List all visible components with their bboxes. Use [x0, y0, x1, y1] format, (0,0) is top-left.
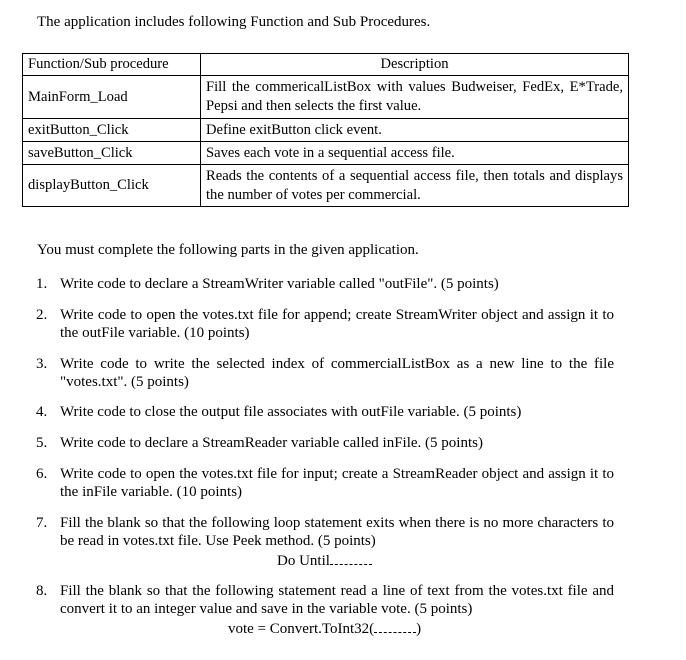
code-text: Do Until: [277, 553, 330, 569]
question-text: Write code to declare a StreamWriter variable called "outFile". (5 points): [60, 276, 499, 292]
intro-text: The application includes following Function and Sub Procedures.: [37, 14, 431, 30]
table-header-row: [23, 54, 629, 76]
question-number: 8.: [36, 583, 48, 599]
question-number: 2.: [36, 307, 48, 323]
procedure-name: displayButton_Click: [23, 165, 201, 207]
question-text: Write code to close the output file associates with outFile variable. (5 points): [60, 404, 522, 420]
table-row: [23, 165, 629, 207]
question-number: 6.: [36, 466, 48, 482]
code-text: vote = Convert.ToInt32(: [228, 621, 375, 637]
instructions-text: You must complete the following parts in the given application.: [37, 242, 419, 258]
question-number: 5.: [36, 435, 48, 451]
question-text: Write code to open the votes.txt file for append; create StreamWriter object and assign it to the outFile variable. (10 points): [60, 307, 614, 341]
question-number: 1.: [36, 276, 48, 292]
procedures-table: [22, 53, 629, 207]
table-row: [23, 76, 629, 119]
question-number: 4.: [36, 404, 48, 420]
code-line: [277, 552, 372, 571]
question-text: Fill the blank so that the following loop statement exits when there is no more characters to be read in votes.txt file. Use Peek method. (5 points): [60, 515, 614, 549]
header-function: Function/Sub procedure: [23, 54, 201, 76]
question-text: Write code to declare a StreamReader variable called inFile. (5 points): [60, 435, 483, 451]
question-text: Write code to write the selected index of commercialListBox as a new line to the file "votes.txt". (5 points): [60, 356, 614, 390]
procedure-name: MainForm_Load: [23, 76, 201, 119]
question-number: 7.: [36, 515, 48, 531]
question-number: 3.: [36, 356, 48, 372]
answer-blank: [330, 552, 372, 565]
procedure-description: Fill the commericalListBox with values Budweiser, FedEx, E*Trade, Pepsi and then selects the first value.: [201, 76, 629, 119]
code-text-end: ): [416, 621, 422, 637]
answer-blank: [374, 620, 416, 633]
question-text: Write code to open the votes.txt file for input; create a StreamReader object and assign it to the inFile variable. (10 points): [60, 466, 614, 500]
procedure-name: exitButton_Click: [23, 119, 201, 142]
table-row: [23, 119, 629, 142]
procedure-description: Reads the contents of a sequential access file, then totals and displays the number of votes per commercial.: [201, 165, 629, 207]
procedure-description: Saves each vote in a sequential access file.: [201, 142, 629, 165]
procedure-name: saveButton_Click: [23, 142, 201, 165]
code-line: [228, 620, 421, 639]
table-row: [23, 142, 629, 165]
procedure-description: Define exitButton click event.: [201, 119, 629, 142]
question-text: Fill the blank so that the following statement read a line of text from the votes.txt file and convert it to an integer value and save in the variable vote. (5 points): [60, 583, 614, 617]
header-description: Description: [201, 54, 629, 76]
